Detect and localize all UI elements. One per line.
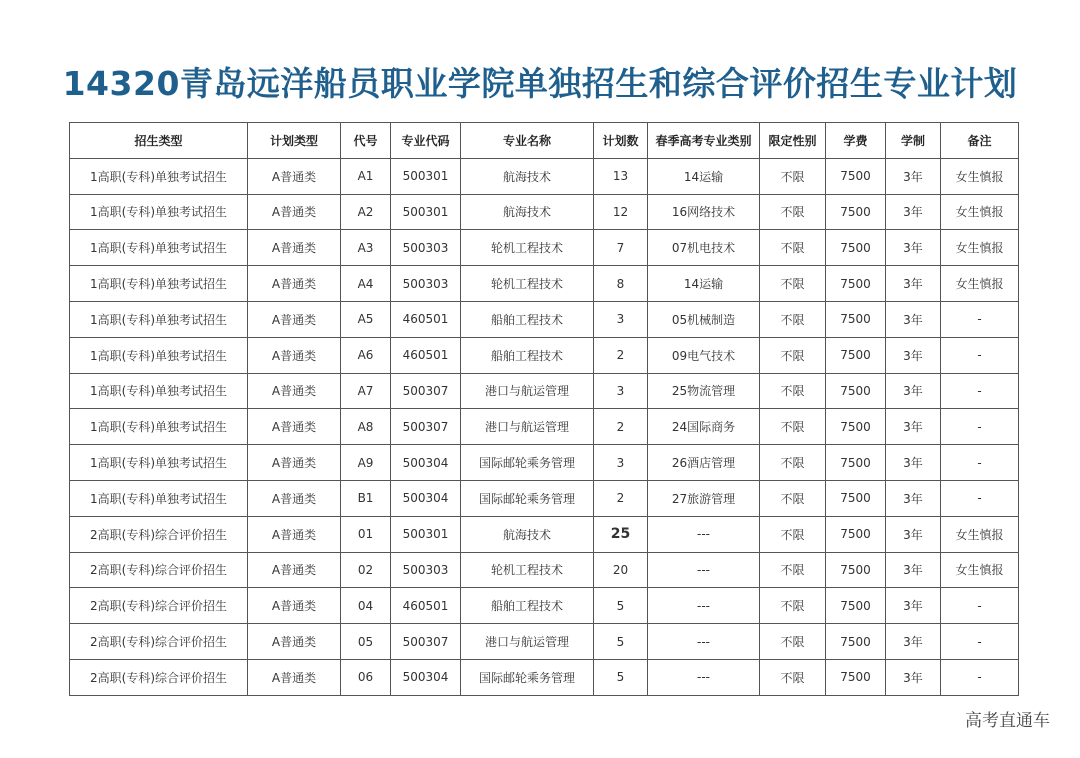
category-cell: 07机电技术 bbox=[648, 230, 760, 266]
gender-cell: 不限 bbox=[760, 516, 826, 552]
plan-type-cell: A普通类 bbox=[248, 624, 341, 660]
code-cell: 02 bbox=[341, 552, 391, 588]
enroll-type-cell: 1高职(专科)单独考试招生 bbox=[70, 480, 248, 516]
fee-cell: 7500 bbox=[826, 516, 886, 552]
note-cell: - bbox=[941, 301, 1019, 337]
fee-cell: 7500 bbox=[826, 194, 886, 230]
major-name-cell: 船舶工程技术 bbox=[461, 301, 594, 337]
major-code-cell: 500304 bbox=[391, 480, 461, 516]
major-name-cell: 航海技术 bbox=[461, 158, 594, 194]
years-cell: 3年 bbox=[886, 301, 941, 337]
count-cell: 3 bbox=[594, 445, 648, 481]
major-name-cell: 港口与航运管理 bbox=[461, 624, 594, 660]
category-cell: 16网络技术 bbox=[648, 194, 760, 230]
header-cell: 专业代码 bbox=[391, 123, 461, 159]
fee-cell: 7500 bbox=[826, 445, 886, 481]
major-name-cell: 国际邮轮乘务管理 bbox=[461, 659, 594, 695]
enroll-type-cell: 1高职(专科)单独考试招生 bbox=[70, 158, 248, 194]
enroll-type-cell: 1高职(专科)单独考试招生 bbox=[70, 194, 248, 230]
fee-cell: 7500 bbox=[826, 624, 886, 660]
note-cell: - bbox=[941, 445, 1019, 481]
header-cell: 专业名称 bbox=[461, 123, 594, 159]
count-cell: 2 bbox=[594, 480, 648, 516]
enroll-type-cell: 1高职(专科)单独考试招生 bbox=[70, 445, 248, 481]
enrollment-plan-table bbox=[69, 122, 1019, 696]
count-cell: 8 bbox=[594, 266, 648, 302]
count-cell: 25 bbox=[594, 516, 648, 552]
code-cell: A4 bbox=[341, 266, 391, 302]
category-cell: 24国际商务 bbox=[648, 409, 760, 445]
years-cell: 3年 bbox=[886, 659, 941, 695]
table-row bbox=[70, 445, 1019, 481]
table-row bbox=[70, 659, 1019, 695]
table-row bbox=[70, 373, 1019, 409]
watermark-text: 高考直通车 bbox=[965, 711, 1050, 731]
plan-type-cell: A普通类 bbox=[248, 409, 341, 445]
code-cell: A7 bbox=[341, 373, 391, 409]
major-name-cell: 轮机工程技术 bbox=[461, 266, 594, 302]
enroll-type-cell: 1高职(专科)单独考试招生 bbox=[70, 301, 248, 337]
plan-type-cell: A普通类 bbox=[248, 480, 341, 516]
category-cell: 14运输 bbox=[648, 158, 760, 194]
enroll-type-cell: 1高职(专科)单独考试招生 bbox=[70, 409, 248, 445]
note-cell: 女生慎报 bbox=[941, 158, 1019, 194]
enroll-type-cell: 2高职(专科)综合评价招生 bbox=[70, 659, 248, 695]
major-code-cell: 500303 bbox=[391, 266, 461, 302]
header-cell: 春季高考专业类别 bbox=[648, 123, 760, 159]
note-cell: - bbox=[941, 588, 1019, 624]
major-name-cell: 船舶工程技术 bbox=[461, 588, 594, 624]
count-cell: 20 bbox=[594, 552, 648, 588]
fee-cell: 7500 bbox=[826, 301, 886, 337]
years-cell: 3年 bbox=[886, 445, 941, 481]
gender-cell: 不限 bbox=[760, 480, 826, 516]
header-cell: 计划类型 bbox=[248, 123, 341, 159]
category-cell: --- bbox=[648, 624, 760, 660]
major-code-cell: 460501 bbox=[391, 588, 461, 624]
gender-cell: 不限 bbox=[760, 552, 826, 588]
note-cell: 女生慎报 bbox=[941, 266, 1019, 302]
fee-cell: 7500 bbox=[826, 480, 886, 516]
count-cell: 2 bbox=[594, 409, 648, 445]
header-cell: 招生类型 bbox=[70, 123, 248, 159]
code-cell: 01 bbox=[341, 516, 391, 552]
major-code-cell: 460501 bbox=[391, 301, 461, 337]
category-cell: 27旅游管理 bbox=[648, 480, 760, 516]
major-code-cell: 500303 bbox=[391, 230, 461, 266]
years-cell: 3年 bbox=[886, 588, 941, 624]
table-row bbox=[70, 230, 1019, 266]
years-cell: 3年 bbox=[886, 480, 941, 516]
fee-cell: 7500 bbox=[826, 266, 886, 302]
category-cell: 14运输 bbox=[648, 266, 760, 302]
years-cell: 3年 bbox=[886, 337, 941, 373]
enroll-type-cell: 1高职(专科)单独考试招生 bbox=[70, 266, 248, 302]
count-cell: 13 bbox=[594, 158, 648, 194]
plan-type-cell: A普通类 bbox=[248, 266, 341, 302]
category-cell: --- bbox=[648, 552, 760, 588]
fee-cell: 7500 bbox=[826, 409, 886, 445]
major-name-cell: 航海技术 bbox=[461, 194, 594, 230]
gender-cell: 不限 bbox=[760, 624, 826, 660]
note-cell: - bbox=[941, 480, 1019, 516]
years-cell: 3年 bbox=[886, 552, 941, 588]
code-cell: 06 bbox=[341, 659, 391, 695]
gender-cell: 不限 bbox=[760, 659, 826, 695]
code-cell: B1 bbox=[341, 480, 391, 516]
category-cell: 25物流管理 bbox=[648, 373, 760, 409]
gender-cell: 不限 bbox=[760, 445, 826, 481]
count-cell: 5 bbox=[594, 588, 648, 624]
years-cell: 3年 bbox=[886, 373, 941, 409]
years-cell: 3年 bbox=[886, 266, 941, 302]
major-name-cell: 国际邮轮乘务管理 bbox=[461, 480, 594, 516]
count-cell: 3 bbox=[594, 373, 648, 409]
plan-type-cell: A普通类 bbox=[248, 194, 341, 230]
table-row bbox=[70, 194, 1019, 230]
header-cell: 备注 bbox=[941, 123, 1019, 159]
note-cell: - bbox=[941, 337, 1019, 373]
header-cell: 计划数 bbox=[594, 123, 648, 159]
enroll-type-cell: 2高职(专科)综合评价招生 bbox=[70, 588, 248, 624]
plan-type-cell: A普通类 bbox=[248, 659, 341, 695]
table-row bbox=[70, 624, 1019, 660]
count-cell: 2 bbox=[594, 337, 648, 373]
major-name-cell: 航海技术 bbox=[461, 516, 594, 552]
note-cell: - bbox=[941, 624, 1019, 660]
table-header-row bbox=[70, 123, 1019, 159]
table-row bbox=[70, 158, 1019, 194]
enroll-type-cell: 1高职(专科)单独考试招生 bbox=[70, 337, 248, 373]
major-code-cell: 500304 bbox=[391, 445, 461, 481]
fee-cell: 7500 bbox=[826, 230, 886, 266]
enroll-type-cell: 2高职(专科)综合评价招生 bbox=[70, 624, 248, 660]
plan-type-cell: A普通类 bbox=[248, 230, 341, 266]
plan-type-cell: A普通类 bbox=[248, 337, 341, 373]
fee-cell: 7500 bbox=[826, 552, 886, 588]
gender-cell: 不限 bbox=[760, 337, 826, 373]
count-cell: 7 bbox=[594, 230, 648, 266]
category-cell: 26酒店管理 bbox=[648, 445, 760, 481]
plan-type-cell: A普通类 bbox=[248, 552, 341, 588]
header-cell: 学制 bbox=[886, 123, 941, 159]
gender-cell: 不限 bbox=[760, 409, 826, 445]
code-cell: A5 bbox=[341, 301, 391, 337]
major-code-cell: 460501 bbox=[391, 337, 461, 373]
years-cell: 3年 bbox=[886, 194, 941, 230]
enroll-type-cell: 1高职(专科)单独考试招生 bbox=[70, 230, 248, 266]
count-cell: 5 bbox=[594, 624, 648, 660]
major-code-cell: 500307 bbox=[391, 624, 461, 660]
major-name-cell: 国际邮轮乘务管理 bbox=[461, 445, 594, 481]
header-cell: 限定性别 bbox=[760, 123, 826, 159]
major-name-cell: 港口与航运管理 bbox=[461, 373, 594, 409]
plan-type-cell: A普通类 bbox=[248, 301, 341, 337]
fee-cell: 7500 bbox=[826, 588, 886, 624]
note-cell: 女生慎报 bbox=[941, 194, 1019, 230]
major-name-cell: 船舶工程技术 bbox=[461, 337, 594, 373]
plan-type-cell: A普通类 bbox=[248, 588, 341, 624]
category-cell: 05机械制造 bbox=[648, 301, 760, 337]
major-name-cell: 轮机工程技术 bbox=[461, 230, 594, 266]
table-row bbox=[70, 337, 1019, 373]
fee-cell: 7500 bbox=[826, 337, 886, 373]
table-row bbox=[70, 266, 1019, 302]
count-cell: 5 bbox=[594, 659, 648, 695]
code-cell: A9 bbox=[341, 445, 391, 481]
note-cell: - bbox=[941, 373, 1019, 409]
gender-cell: 不限 bbox=[760, 588, 826, 624]
enroll-type-cell: 2高职(专科)综合评价招生 bbox=[70, 516, 248, 552]
gender-cell: 不限 bbox=[760, 230, 826, 266]
header-cell: 代号 bbox=[341, 123, 391, 159]
page-title: 14320青岛远洋船员职业学院单独招生和综合评价招生专业计划 bbox=[62, 64, 1018, 103]
code-cell: A3 bbox=[341, 230, 391, 266]
table-body bbox=[70, 158, 1019, 695]
category-cell: --- bbox=[648, 659, 760, 695]
table-row bbox=[70, 552, 1019, 588]
plan-type-cell: A普通类 bbox=[248, 158, 341, 194]
note-cell: 女生慎报 bbox=[941, 230, 1019, 266]
code-cell: A1 bbox=[341, 158, 391, 194]
category-cell: 09电气技术 bbox=[648, 337, 760, 373]
major-code-cell: 500307 bbox=[391, 373, 461, 409]
major-code-cell: 500304 bbox=[391, 659, 461, 695]
enroll-type-cell: 2高职(专科)综合评价招生 bbox=[70, 552, 248, 588]
note-cell: 女生慎报 bbox=[941, 516, 1019, 552]
table-row bbox=[70, 301, 1019, 337]
note-cell: - bbox=[941, 659, 1019, 695]
gender-cell: 不限 bbox=[760, 194, 826, 230]
years-cell: 3年 bbox=[886, 624, 941, 660]
major-code-cell: 500303 bbox=[391, 552, 461, 588]
count-cell: 3 bbox=[594, 301, 648, 337]
code-cell: 05 bbox=[341, 624, 391, 660]
code-cell: A8 bbox=[341, 409, 391, 445]
table-row bbox=[70, 409, 1019, 445]
years-cell: 3年 bbox=[886, 230, 941, 266]
gender-cell: 不限 bbox=[760, 266, 826, 302]
table-row bbox=[70, 516, 1019, 552]
years-cell: 3年 bbox=[886, 409, 941, 445]
table-row bbox=[70, 480, 1019, 516]
table-row bbox=[70, 588, 1019, 624]
major-code-cell: 500301 bbox=[391, 516, 461, 552]
fee-cell: 7500 bbox=[826, 158, 886, 194]
count-cell: 12 bbox=[594, 194, 648, 230]
code-cell: 04 bbox=[341, 588, 391, 624]
major-code-cell: 500301 bbox=[391, 194, 461, 230]
plan-type-cell: A普通类 bbox=[248, 516, 341, 552]
plan-type-cell: A普通类 bbox=[248, 373, 341, 409]
major-name-cell: 港口与航运管理 bbox=[461, 409, 594, 445]
fee-cell: 7500 bbox=[826, 659, 886, 695]
note-cell: 女生慎报 bbox=[941, 552, 1019, 588]
gender-cell: 不限 bbox=[760, 301, 826, 337]
major-code-cell: 500307 bbox=[391, 409, 461, 445]
header-cell: 学费 bbox=[826, 123, 886, 159]
category-cell: --- bbox=[648, 588, 760, 624]
category-cell: --- bbox=[648, 516, 760, 552]
code-cell: A6 bbox=[341, 337, 391, 373]
fee-cell: 7500 bbox=[826, 373, 886, 409]
note-cell: - bbox=[941, 409, 1019, 445]
years-cell: 3年 bbox=[886, 158, 941, 194]
major-code-cell: 500301 bbox=[391, 158, 461, 194]
gender-cell: 不限 bbox=[760, 158, 826, 194]
years-cell: 3年 bbox=[886, 516, 941, 552]
plan-type-cell: A普通类 bbox=[248, 445, 341, 481]
gender-cell: 不限 bbox=[760, 373, 826, 409]
major-name-cell: 轮机工程技术 bbox=[461, 552, 594, 588]
code-cell: A2 bbox=[341, 194, 391, 230]
enroll-type-cell: 1高职(专科)单独考试招生 bbox=[70, 373, 248, 409]
